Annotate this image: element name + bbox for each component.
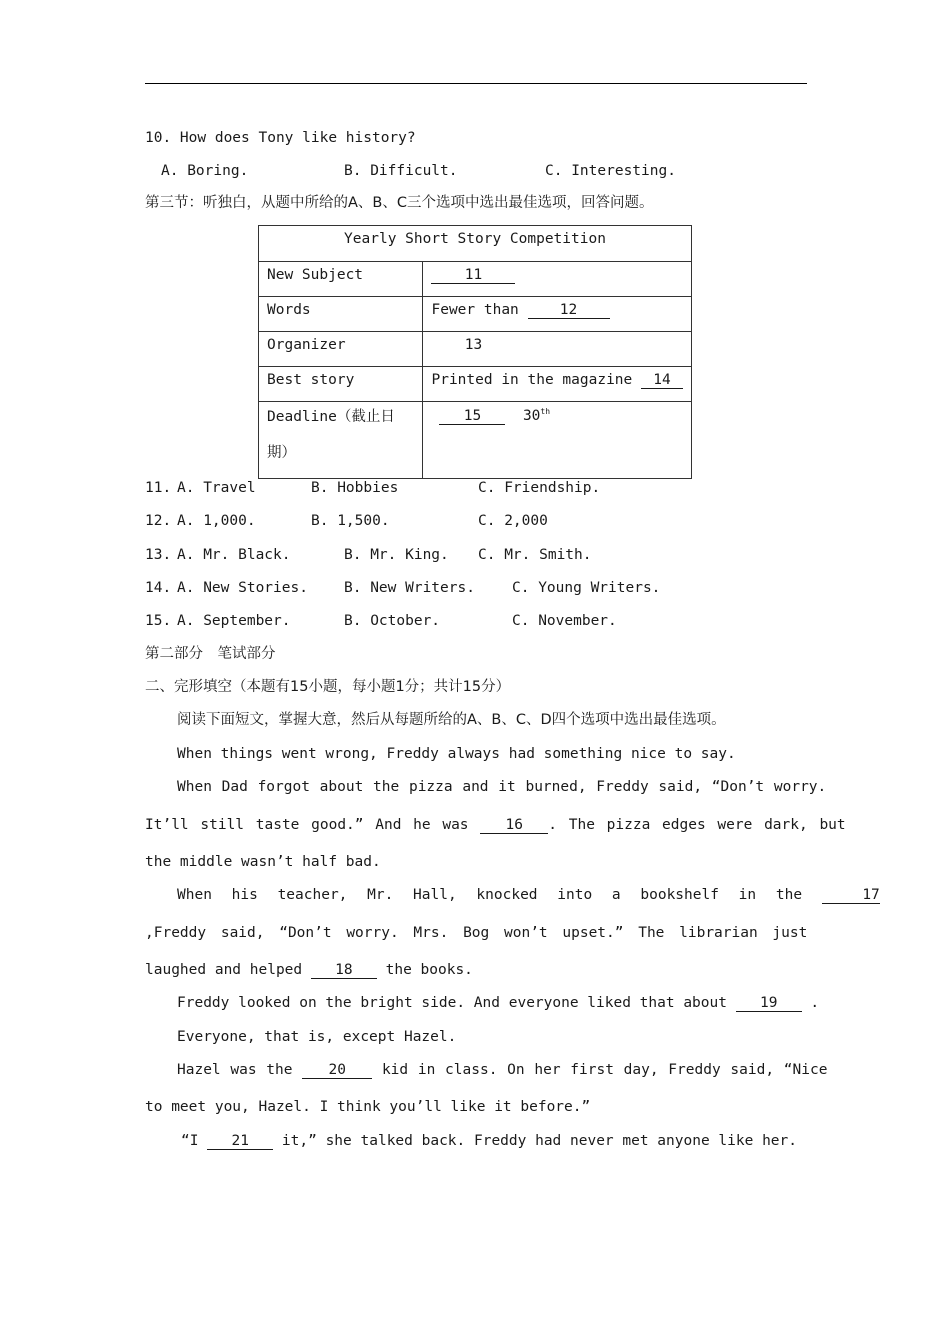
q12-number: 12.: [145, 513, 172, 529]
table-label-subject: New Subject: [259, 262, 423, 297]
cloze-title: 二、完形填空（本题有15小题，每小题1分；共计15分）: [145, 679, 511, 695]
q15-option-c: C. November.: [512, 613, 617, 629]
q10-option-c: C. Interesting.: [545, 163, 676, 179]
question-10: 10. How does Tony like history?: [145, 130, 416, 146]
q10-option-a: A. Boring.: [161, 163, 249, 179]
table-label-best-story: Best story: [259, 367, 423, 402]
passage-line: When things went wrong, Freddy always had something nice to say.: [177, 746, 736, 762]
table-label-organizer: Organizer: [259, 332, 423, 367]
q12-option-b: B. 1,500.: [311, 513, 390, 529]
deadline-label-line1: Deadline（截止日: [267, 409, 395, 425]
words-prefix: Fewer than: [431, 302, 528, 318]
cloze-instruction: 阅读下面短文，掌握大意，然后从每题所给的A、B、C、D四个选项中选出最佳选项。: [177, 712, 726, 728]
blank-14[interactable]: 14: [641, 372, 683, 389]
q13-number: 13.: [145, 547, 172, 563]
deadline-day-suffix: th: [540, 407, 551, 416]
blank-17[interactable]: 17: [822, 887, 880, 904]
table-label-deadline: [259, 402, 423, 479]
table-value-words: [423, 297, 692, 332]
passage-line: to meet you, Hazel. I think you’ll like it before.”: [145, 1099, 591, 1115]
q12-option-a: A. 1,000.: [177, 513, 256, 529]
deadline-label-line2: 期）: [267, 445, 296, 461]
passage-line: Everyone, that is, except Hazel.: [177, 1029, 457, 1045]
blank-21[interactable]: 21: [207, 1133, 273, 1150]
blank-18[interactable]: 18: [311, 962, 377, 979]
q13-option-c: C. Mr. Smith.: [478, 547, 592, 563]
q14-option-b: B. New Writers.: [344, 580, 475, 596]
deadline-day: 30: [522, 407, 541, 424]
q15-option-b: B. October.: [344, 613, 441, 629]
table-value-best-story: [423, 367, 692, 402]
passage-line: “I 21 it,” she talked back. Freddy had never met anyone like her.: [181, 1133, 797, 1149]
passage-line: Freddy looked on the bright side. And everyone liked that about 19 .: [177, 995, 820, 1011]
blank-13[interactable]: 13: [464, 337, 483, 353]
q14-option-c: C. Young Writers.: [512, 580, 661, 596]
competition-table: [258, 225, 692, 479]
passage-line: When Dad forgot about the pizza and it burned, Freddy said, “Don’t worry.: [177, 779, 827, 795]
table-label-words: Words: [259, 297, 423, 332]
passage-line: When his teacher, Mr. Hall, knocked into a bookshelf in the 17: [177, 887, 880, 903]
passage-line: It’ll still taste good.” And he was 16 . The pizza edges were dark, but: [145, 817, 846, 833]
q15-number: 15.: [145, 613, 172, 629]
header-rule: [145, 83, 807, 84]
passage-line: Hazel was the 20 kid in class. On her first day, Freddy said, “Nice: [177, 1062, 828, 1078]
q12-option-c: C. 2,000: [478, 513, 548, 529]
table-title: Yearly Short Story Competition: [259, 226, 692, 262]
blank-15[interactable]: 15: [439, 408, 505, 425]
q13-option-a: A. Mr. Black.: [177, 547, 291, 563]
blank-19[interactable]: 19: [736, 995, 802, 1012]
q10-option-b: B. Difficult.: [344, 163, 458, 179]
table-value-organizer: [423, 332, 692, 367]
q14-option-a: A. New Stories.: [177, 580, 308, 596]
q13-option-b: B. Mr. King.: [344, 547, 449, 563]
blank-20[interactable]: 20: [302, 1062, 372, 1079]
q11-option-a: A. Travel: [177, 480, 256, 496]
blank-16[interactable]: 16: [480, 817, 548, 834]
best-story-prefix: Printed in the magazine: [431, 372, 641, 388]
passage-line: the middle wasn’t half bad.: [145, 854, 381, 870]
table-value-subject: [423, 262, 692, 297]
q11-option-c: C. Friendship.: [478, 480, 601, 496]
blank-12[interactable]: 12: [528, 302, 610, 319]
section3-instruction: 第三节：听独白，从题中所给的A、B、C三个选项中选出最佳选项，回答问题。: [145, 195, 654, 211]
blank-11[interactable]: 11: [431, 267, 515, 284]
q11-option-b: B. Hobbies: [311, 480, 399, 496]
q11-number: 11.: [145, 480, 172, 496]
part2-title: 第二部分 笔试部分: [145, 646, 276, 662]
passage-line: ,Freddy said, “Don’t worry. Mrs. Bog won’t upset.” The librarian just: [145, 925, 808, 941]
q15-option-a: A. September.: [177, 613, 291, 629]
passage-line: laughed and helped 18 the books.: [145, 962, 473, 978]
table-value-deadline: [423, 402, 692, 479]
q14-number: 14.: [145, 580, 172, 596]
